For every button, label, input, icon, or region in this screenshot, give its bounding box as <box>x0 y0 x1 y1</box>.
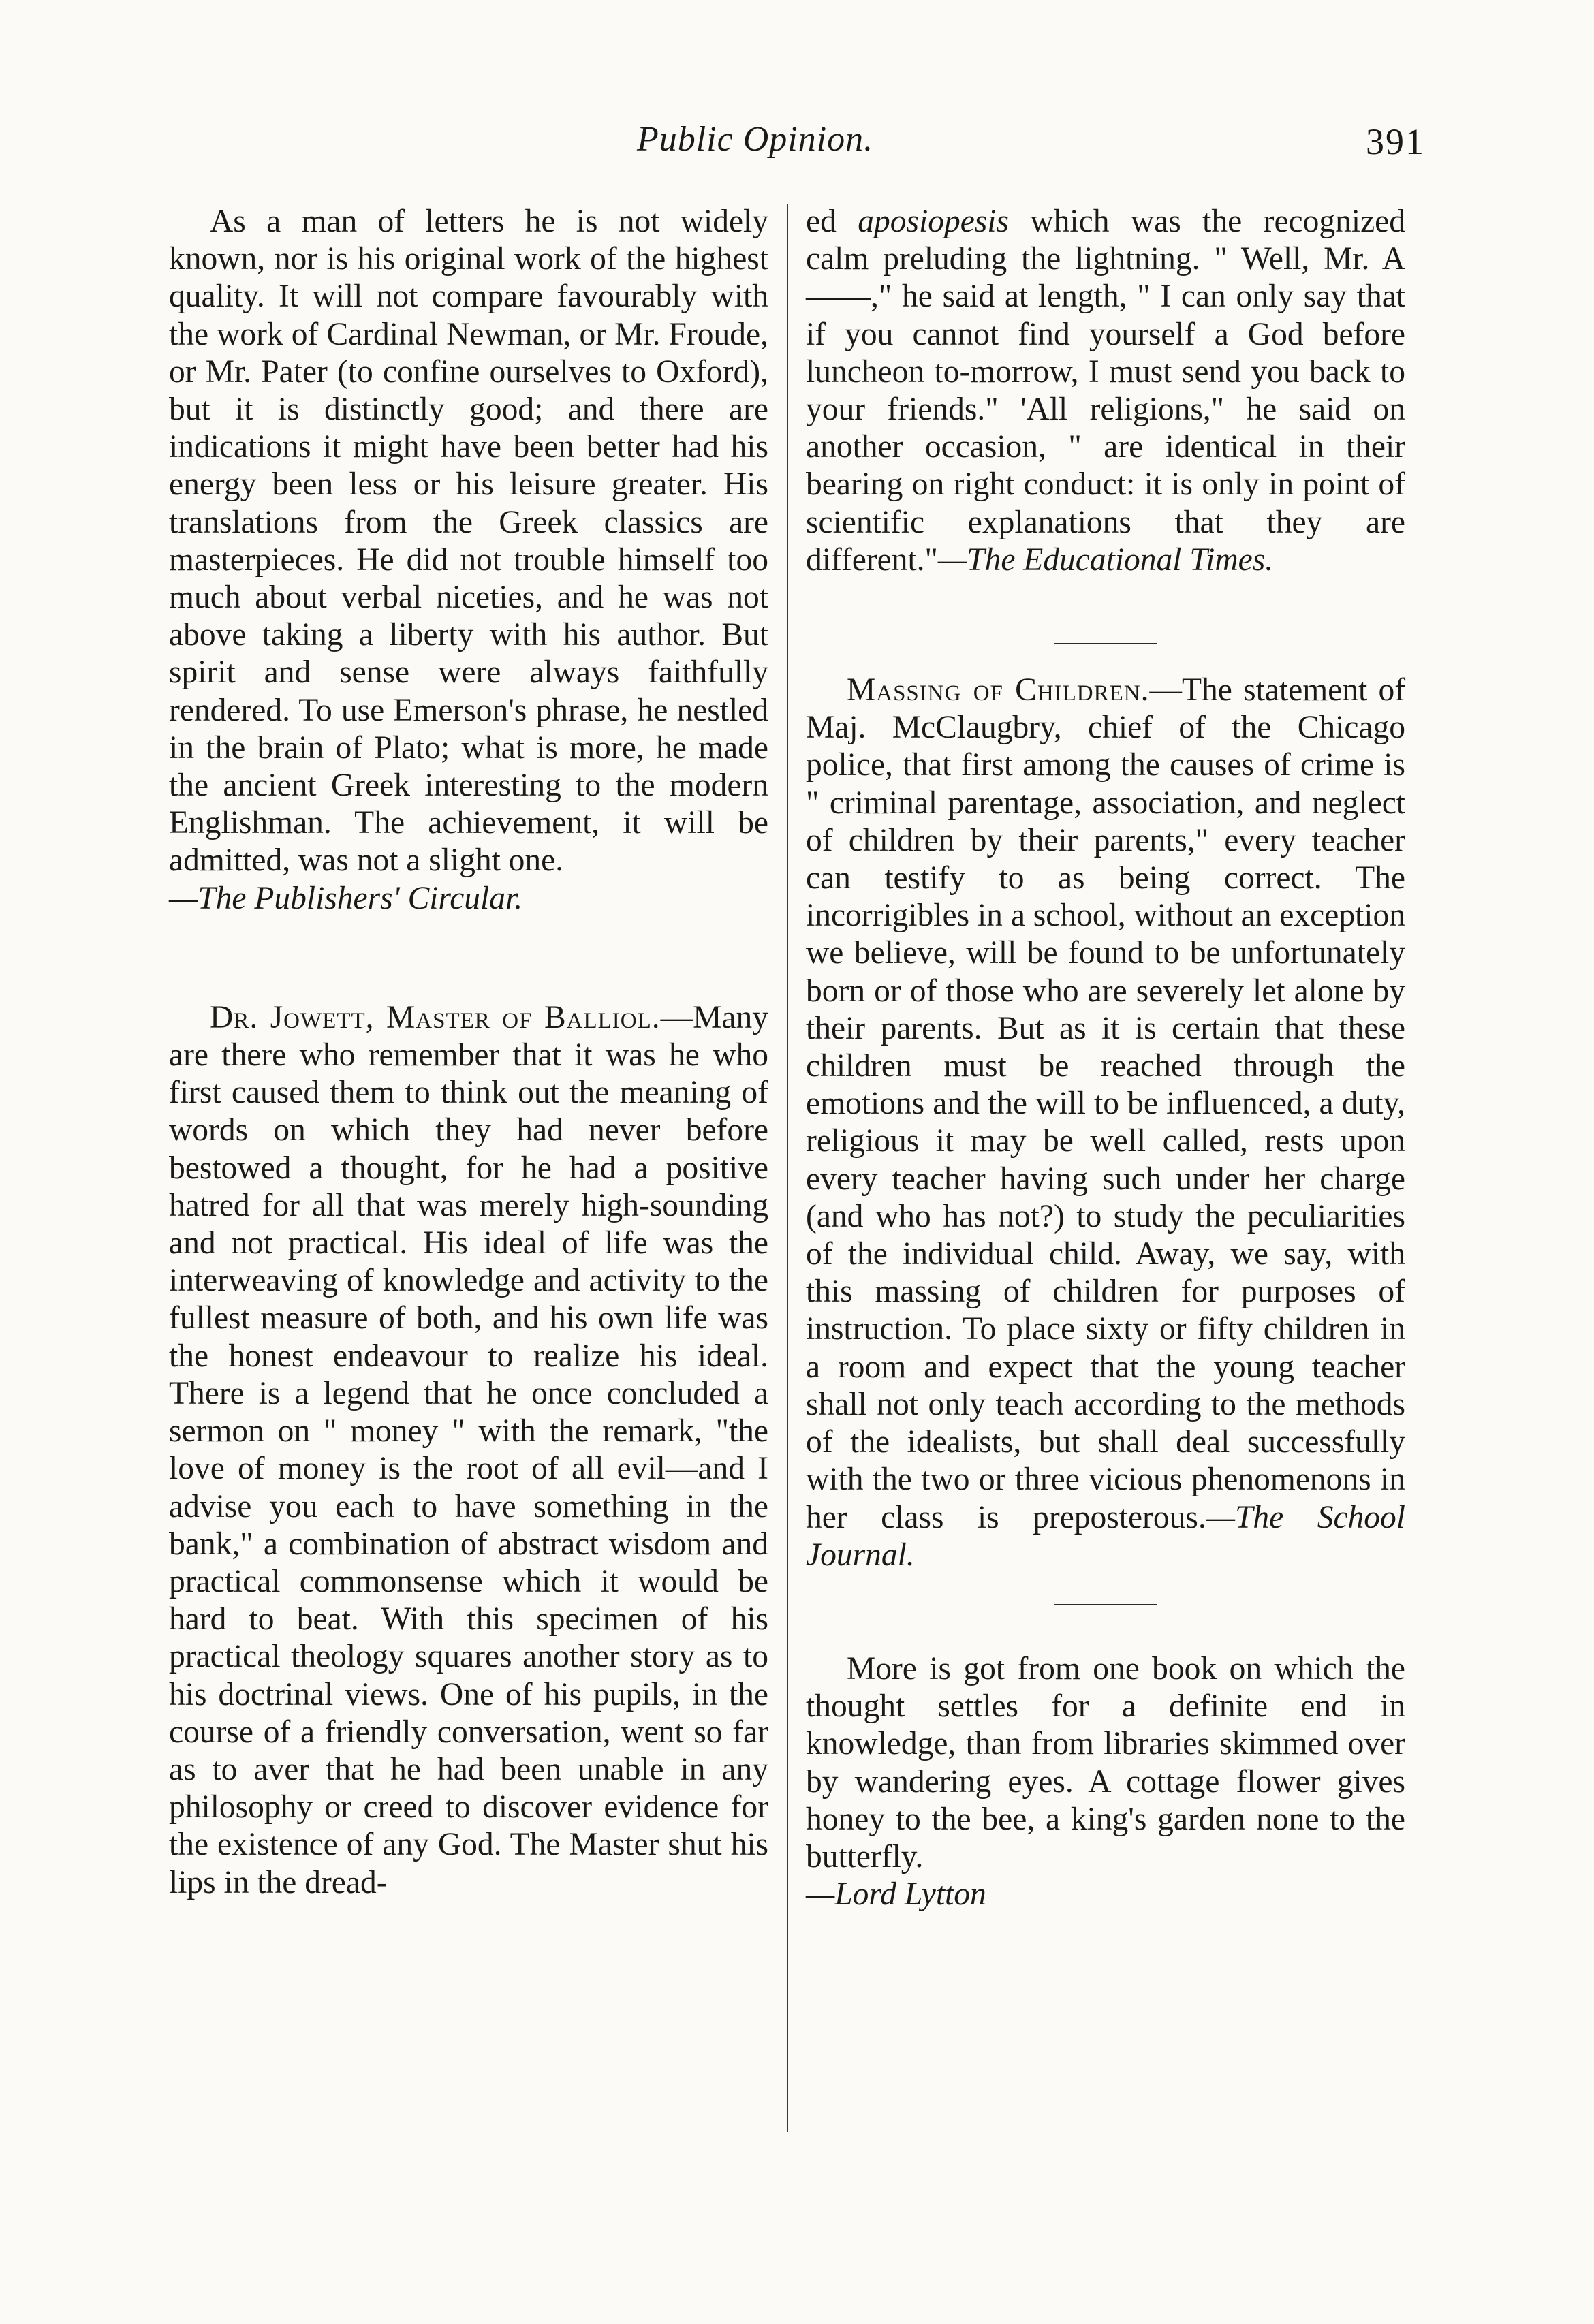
right-column <box>806 203 1405 1913</box>
article-body: —Many are there who remember that it was he who first caused them to think out the meaning of words on which they had never before bestowed a thought, for he had a positive hatred for all that was merely high-sounding and not practical. His ideal of life was the interweaving of knowledge and activity to the fullest measure of both, and his own life was the honest endeavour to realize his ideal. There is a legend that he once concluded a sermon on " money " with the remark, "the love of money is the root of all evil—and I advise you each to have something in the bank," a combination of abstract wisdom and practical commonsense which it would be hard to beat. With this specimen of his practical theology squares another story as to his doctrinal views. One of his pupils, in the course of a friendly conversation, went so far as to aver that he had been unable in any philosophy or creed to discover evidence for the existence of any God. The Master shut his lips in the dread- <box>169 999 768 1900</box>
article-body: —The statement of Maj. McClaugbry, chief of the Chicago police, that first among the causes of crime is " criminal parentage, association, and neglect of children by their parents," every teacher can testify to as being correct. The incorrigibles in a school, without an exception we believe, will be found to be unfortunately born or of those who are severely let alone by their parents. But as it is certain that these children must be reached through the emotions and the will to be influenced, a duty, religious it may be well called, rests upon every teacher having such under her charge (and who has not?) to study the peculiarities of the individual child. Away, we say, with this massing of children for purposes of instruction. To place sixty or fifty children in a room and expect that the young teacher shall not only teach according to the methods of the idealists, but shall deal successfully with the two or three vicious phenomenons in her class is preposterous. <box>806 672 1406 1535</box>
running-title: Public Opinion. <box>637 120 874 159</box>
article-source: —The School Journal. <box>806 1499 1406 1573</box>
quote-lytton-body: More is got from one book on which the thought settles for a definite end in knowledge, than from libraries skimmed over by wandering eyes. A cottage flower gives honey to the bee, a king's garden none to the butterfly. <box>806 1650 1405 1874</box>
column-rule <box>787 204 788 2132</box>
article-jowett-master <box>169 999 768 1902</box>
article-heading: Dr. Jowett, Master of Balliol. <box>210 999 661 1035</box>
article-body: which was the recognized calm preluding the lightning. " Well, Mr. A——," he said at length, " I can only say that if you cannot find yourself a God before luncheon to-morrow, I must send you back to your friends." 'All religions," he said on another occasion, " are identical in their bearing on right conduct: it is only in point of scientific explanations that they are different." <box>806 204 1405 578</box>
article-jowett-continued <box>806 203 1405 579</box>
article-massing-children <box>806 672 1405 1574</box>
page-header <box>0 119 1594 174</box>
article-source: —The Educational Times. <box>937 541 1274 578</box>
article-body-start: ed <box>806 204 858 239</box>
page-number: 391 <box>1366 121 1425 162</box>
term-aposiopesis: aposiopesis <box>858 204 1009 239</box>
left-column <box>169 203 768 1902</box>
article-heading: Massing of Children. <box>847 672 1150 708</box>
article-jowett-letters-body: As a man of letters he is not widely known, nor is his original work of the highest quality. It will not compare favourably with the work of Cardinal Newman, or Mr. Froude, or Mr. Pater (to confine ourselves to Oxford), but it is distinctly good; and there are indications it might have been better had his energy been less or his leisure greater. His translations from the Greek classics are masterpieces. He did not trouble himself too much about verbal niceties, and he was not above taking a liberty with his author. But spirit and sense were always faithfully rendered. To use Emerson's phrase, he nestled in the brain of Plato; what is more, he made the ancient Greek interesting to the modern Englishman. The achievement, it will be admitted, was not a slight one. <box>169 204 768 879</box>
article-source: —The Publishers' Circular. <box>169 880 523 916</box>
quote-source: —Lord Lytton <box>806 1877 986 1913</box>
